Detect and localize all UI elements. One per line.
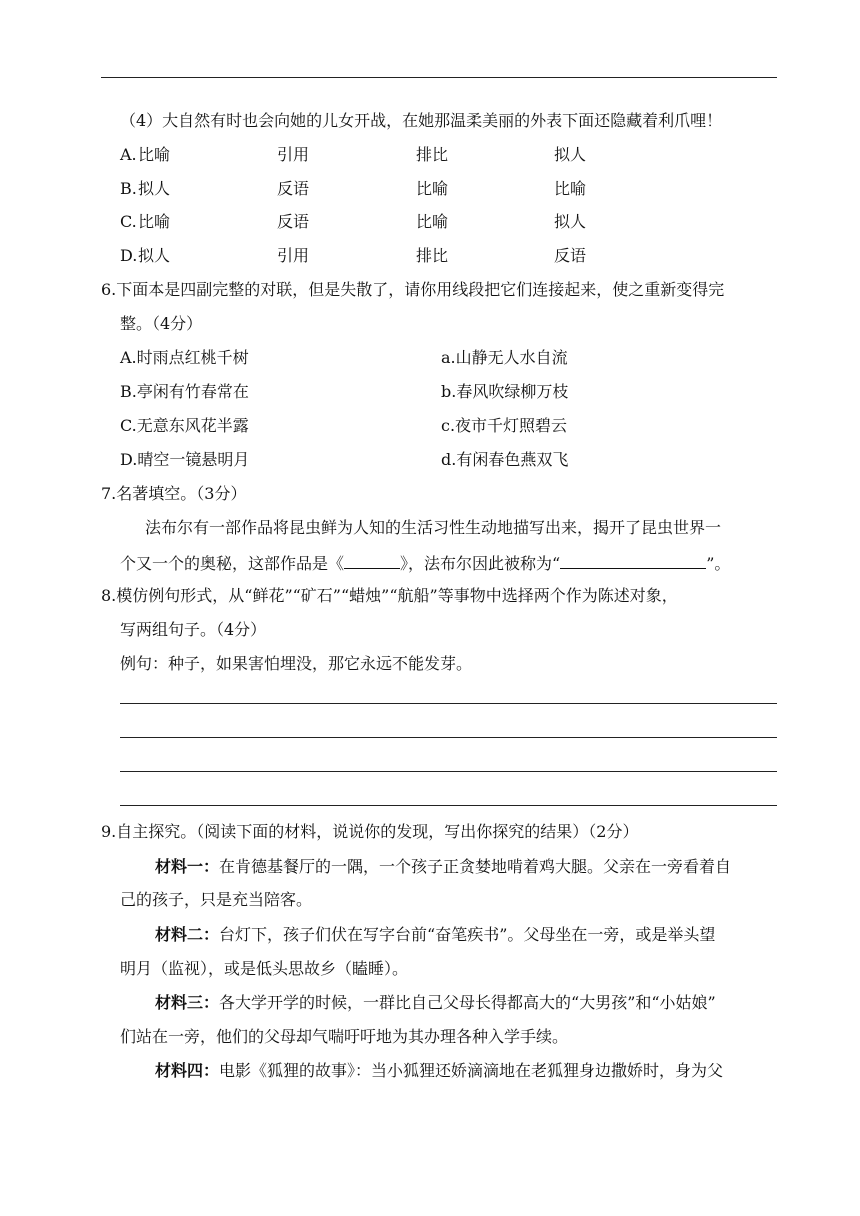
couplet-left-d: D.晴空一镜悬明月	[120, 450, 250, 469]
option-col-1: 比喻	[138, 212, 171, 231]
option-col-4: 反语	[554, 246, 587, 265]
material-1-line2: 己的孩子，只是充当陪客。	[120, 890, 313, 909]
q7-text-end: ”。	[706, 554, 731, 573]
option-letter: B.	[120, 179, 137, 198]
option-letter: A.	[120, 145, 137, 164]
option-col-2: 反语	[277, 179, 310, 198]
material-label: 材料一：	[155, 857, 220, 876]
material-text: 台灯下，孩子们伏在写字台前“奋笔疾书”。父母坐在一旁，或是举头望	[219, 925, 716, 944]
option-col-3: 比喻	[416, 179, 449, 198]
option-col-3: 比喻	[416, 212, 449, 231]
material-label: 材料二：	[155, 925, 220, 944]
answer-line-4[interactable]	[120, 805, 777, 806]
material-2-line2: 明月（监视），或是低头思故乡（瞌睡）。	[120, 959, 409, 978]
couplet-left-c: C.无意东风花半露	[120, 416, 249, 435]
nickname-blank[interactable]	[560, 551, 706, 569]
material-label: 材料三：	[155, 993, 220, 1012]
option-col-1: 拟人	[138, 179, 171, 198]
q7-paragraph-line1: 法布尔有一部作品将昆虫鲜为人知的生活习性生动地描写出来，揭开了昆虫世界一	[145, 518, 722, 537]
couplet-left-a: A.时雨点红桃千树	[120, 348, 249, 367]
option-letter: C.	[120, 212, 137, 231]
q5-item4-stem: （4）大自然有时也会向她的儿女开战，在她那温柔美丽的外表下面还隐藏着利爪哩！	[120, 111, 723, 130]
q8-example: 例句：种子，如果害怕埋没，那它永远不能发芽。	[120, 654, 473, 673]
option-col-4: 拟人	[554, 212, 587, 231]
material-label: 材料四：	[155, 1061, 220, 1080]
option-col-4: 拟人	[554, 145, 587, 164]
material-text: 电影《狐狸的故事》：当小狐狸还娇滴滴地在老狐狸身边撒娇时，身为父	[219, 1061, 724, 1080]
option-col-1: 拟人	[138, 246, 171, 265]
material-3-line1	[155, 992, 716, 1014]
option-col-2: 反语	[277, 212, 310, 231]
couplet-left-b: B.亭闲有竹春常在	[120, 382, 249, 401]
option-col-2: 引用	[277, 246, 310, 265]
material-1-line1	[155, 856, 731, 878]
material-2-line1	[155, 924, 715, 946]
q7-text-middle: 》，法布尔因此被称为“	[400, 554, 561, 573]
material-4-line1	[155, 1060, 723, 1082]
material-text: 各大学开学的时候，一群比自己父母长得都高大的“大男孩”和“小姑娘”	[219, 993, 716, 1012]
couplet-right-d: d.有闲春色燕双飞	[441, 450, 569, 469]
couplet-right-b: b.春风吹绿柳万枝	[441, 382, 569, 401]
answer-line-1[interactable]	[120, 703, 777, 704]
option-col-3: 排比	[416, 246, 449, 265]
q7-title: 7.名著填空。（3分）	[101, 484, 247, 503]
option-col-2: 引用	[277, 145, 310, 164]
couplet-right-a: a.山静无人水自流	[441, 348, 568, 367]
book-title-blank[interactable]	[344, 551, 400, 569]
answer-line-2[interactable]	[120, 737, 777, 738]
couplet-right-c: c.夜市千灯照碧云	[441, 416, 568, 435]
answer-line-3[interactable]	[120, 771, 777, 772]
q6-prompt-line1: 6.下面本是四副完整的对联，但是失散了，请你用线段把它们连接起来，使之重新变得完	[101, 280, 725, 299]
option-col-1: 比喻	[138, 145, 171, 164]
q8-prompt-line2: 写两组句子。（4分）	[120, 620, 267, 639]
q9-title: 9.自主探究。（阅读下面的材料，说说你的发现，写出你探究的结果）（2分）	[101, 822, 639, 841]
option-col-4: 比喻	[554, 179, 587, 198]
header-rule	[101, 77, 777, 78]
material-3-line2: 们站在一旁，他们的父母却气喘吁吁地为其办理各种入学手续。	[120, 1027, 569, 1046]
option-letter: D.	[120, 246, 138, 265]
q8-prompt-line1: 8.模仿例句形式，从“鲜花”“矿石”“蜡烛”“航船”等事物中选择两个作为陈述对象，	[101, 586, 678, 605]
q6-prompt-line2: 整。（4分）	[120, 314, 203, 333]
q7-text-before-title: 个又一个的奥秘，这部作品是《	[120, 554, 345, 573]
option-col-3: 排比	[416, 145, 449, 164]
material-text: 在肯德基餐厅的一隅，一个孩子正贪婪地啃着鸡大腿。父亲在一旁看着自	[219, 857, 732, 876]
q7-paragraph-line2	[120, 551, 730, 573]
